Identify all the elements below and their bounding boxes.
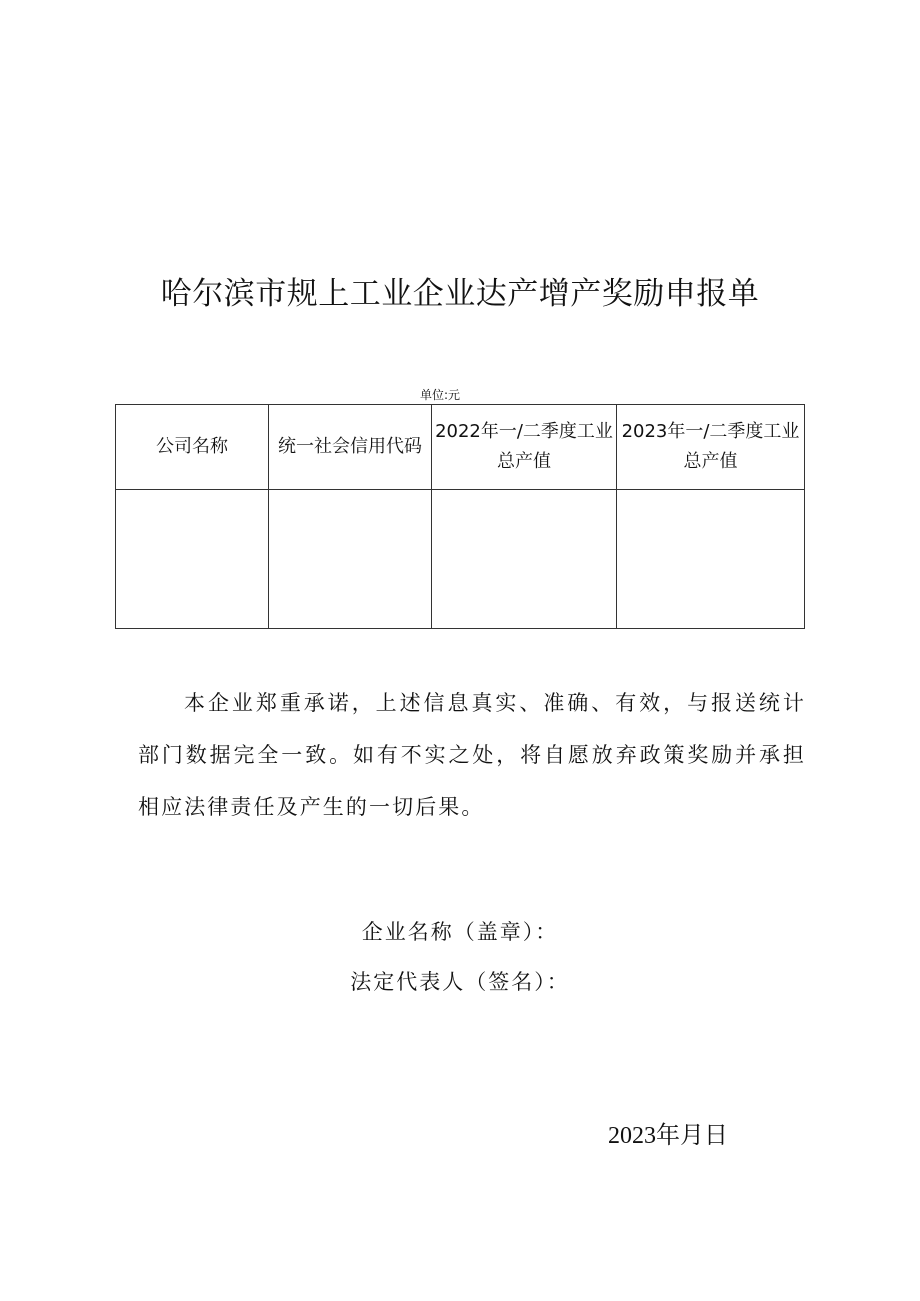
- header-output-2022: 2022年一/二季度工业总产值: [432, 405, 617, 490]
- cell-output-2023[interactable]: [617, 490, 805, 629]
- date-line: 2023年月日: [608, 1123, 728, 1149]
- company-seal-label: 企业名称（盖章）：: [361, 920, 559, 944]
- cell-credit-code[interactable]: [269, 490, 432, 629]
- pledge-text: 本企业郑重承诺，上述信息真实、准确、有效，与报送统计部门数据完全一致。如有不实之处，将自愿放弃政策奖励并承担相应法律责任及产生的一切后果。: [138, 691, 806, 819]
- table-header-row: [116, 405, 805, 490]
- cell-output-2022[interactable]: [432, 490, 617, 629]
- header-company-name: 公司名称: [116, 405, 269, 490]
- header-credit-code: 统一社会信用代码: [269, 405, 432, 490]
- table-row: [116, 490, 805, 629]
- document-title: 哈尔滨市规上工业企业达产增产奖励申报单: [160, 276, 760, 312]
- application-table: [115, 404, 805, 629]
- unit-label: 单位:元: [420, 388, 461, 402]
- legal-rep-signature-label: 法定代表人（签名）：: [350, 970, 570, 994]
- cell-company-name[interactable]: [116, 490, 269, 629]
- header-output-2023: 2023年一/二季度工业总产值: [617, 405, 805, 490]
